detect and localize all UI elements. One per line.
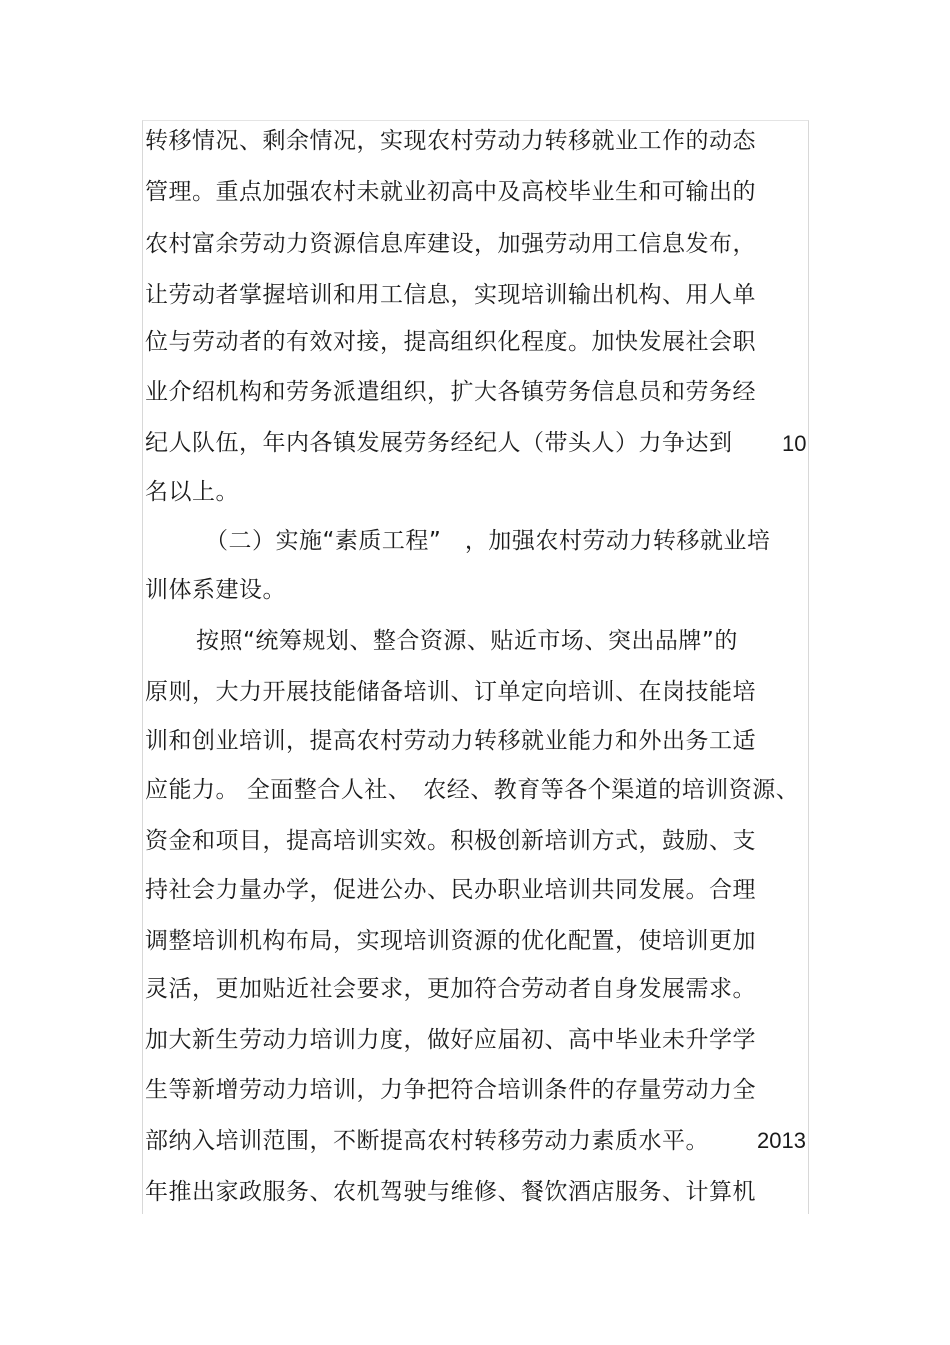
text-line: 业介绍机构和劳务派遣组织，扩大各镇劳务信息员和劳务经 [145,379,756,405]
number-10: 10 [782,431,807,456]
text-line: 训体系建设。 [145,577,286,603]
text-line: 转移情况、剩余情况，实现农村劳动力转移就业工作的动态 [145,128,756,154]
text-line: 原则，大力开展技能储备培训、订单定向培训、在岗技能培 [145,679,756,705]
text-line: 年推出家政服务、农机驾驶与维修、餐饮酒店服务、计算机 [145,1179,756,1205]
text-line: 名以上。 [145,479,239,505]
text-line: 位与劳动者的有效对接，提高组织化程度。加快发展社会职 [145,329,756,355]
text-line: 生等新增劳动力培训，力争把符合培训条件的存量劳动力全 [145,1077,756,1103]
text-line: 调整培训机构布局，实现培训资源的优化配置，使培训更加 [145,928,756,954]
section-heading: （二）实施“素质工程” ，加强农村劳动力转移就业培 [205,528,771,554]
text-line: 应能力。 全面整合人社、 农经、教育等各个渠道的培训资源、 [145,777,800,803]
text-line: 农村富余劳动力资源信息库建设，加强劳动用工信息发布， [145,231,756,257]
text-line: 加大新生劳动力培训力度，做好应届初、高中毕业未升学学 [145,1027,756,1053]
text-line: 资金和项目，提高培训实效。积极创新培训方式，鼓励、支 [145,828,756,854]
text-line: 灵活，更加贴近社会要求，更加符合劳动者自身发展需求。 [145,976,756,1002]
text-line: 让劳动者掌握培训和用工信息，实现培训输出机构、用人单 [145,282,756,308]
number-2013: 2013 [757,1128,806,1153]
text-line: 持社会力量办学，促进公办、民办职业培训共同发展。合理 [145,877,756,903]
text-line: 部纳入培训范围，不断提高农村转移劳动力素质水平。 [145,1128,709,1154]
text-line: 管理。重点加强农村未就业初高中及高校毕业生和可输出的 [145,179,756,205]
paragraph-start: 按照“统筹规划、整合资源、贴近市场、突出品牌”的 [196,628,738,654]
text-line: 纪人队伍，年内各镇发展劳务经纪人（带头人）力争达到 [145,430,733,456]
text-line: 训和创业培训，提高农村劳动力转移就业能力和外出务工适 [145,728,756,754]
